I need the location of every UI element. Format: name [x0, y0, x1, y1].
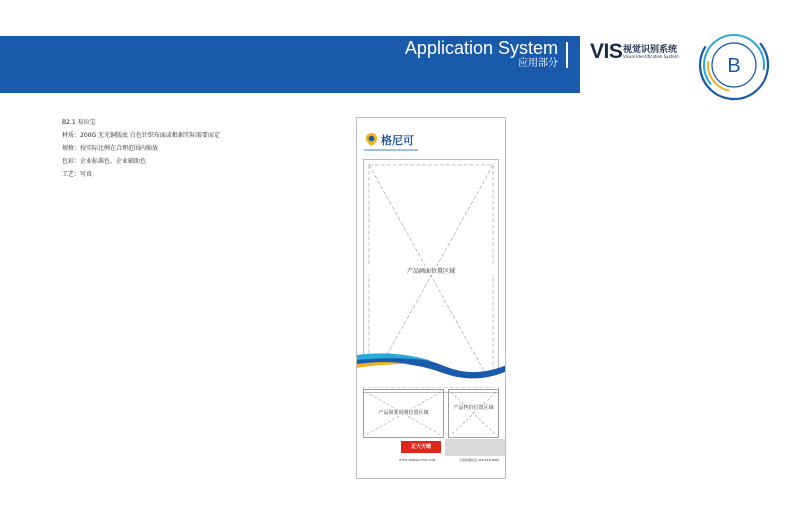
- vis-cn-label: 视觉识别系统: [623, 45, 678, 55]
- brand-wave-graphic: [357, 351, 506, 387]
- vis-code: VIS: [590, 40, 623, 63]
- section-emblem-icon: [697, 28, 771, 102]
- vis-en-label: Visual Identification System: [623, 54, 679, 59]
- logo-underline: [364, 149, 418, 151]
- spec-block: [62, 116, 220, 181]
- header-title: Application System: [404, 38, 558, 58]
- logo-pin-icon: [364, 132, 379, 147]
- header-band: [0, 36, 580, 93]
- product-price-zone: [448, 389, 499, 438]
- footer-gray-block: [445, 439, 506, 456]
- emblem-letter: B: [727, 55, 741, 77]
- partner-logo-badge: 正大天晴: [401, 441, 441, 453]
- footer-website: HTTP://WWW.CTTQ.COM: [399, 458, 436, 462]
- header-divider: [566, 42, 568, 68]
- spec-item-title: B2.1 易拉宝: [62, 119, 96, 126]
- header-subtitle: 应用部分: [518, 58, 558, 69]
- product-image-zone-label: 产品画面位置区域: [364, 266, 498, 275]
- vis-label: [590, 40, 700, 70]
- brand-logo-text: 格尼可: [381, 134, 414, 147]
- spec-color: 色彩：企业标准色、企业辅助色: [62, 158, 147, 165]
- placeholder-cross-icon: [449, 390, 498, 437]
- spec-size: 规格：按实际比例在合理范围内缩放: [62, 145, 159, 152]
- spec-craft: 工艺：写真: [62, 171, 93, 178]
- spec-material: 材质：200G 无光铜版底 白色针织布面或根据实际需要而定: [62, 132, 220, 139]
- rollup-banner-mockup: [356, 117, 506, 479]
- product-detail-zone-label: 产品简要说明位置区域: [364, 409, 443, 416]
- product-price-zone-label: 产品售价位置区域: [449, 404, 498, 411]
- product-detail-zone: [363, 389, 444, 438]
- footer-hotline: 全国客服热线 400-618-9000: [459, 458, 500, 462]
